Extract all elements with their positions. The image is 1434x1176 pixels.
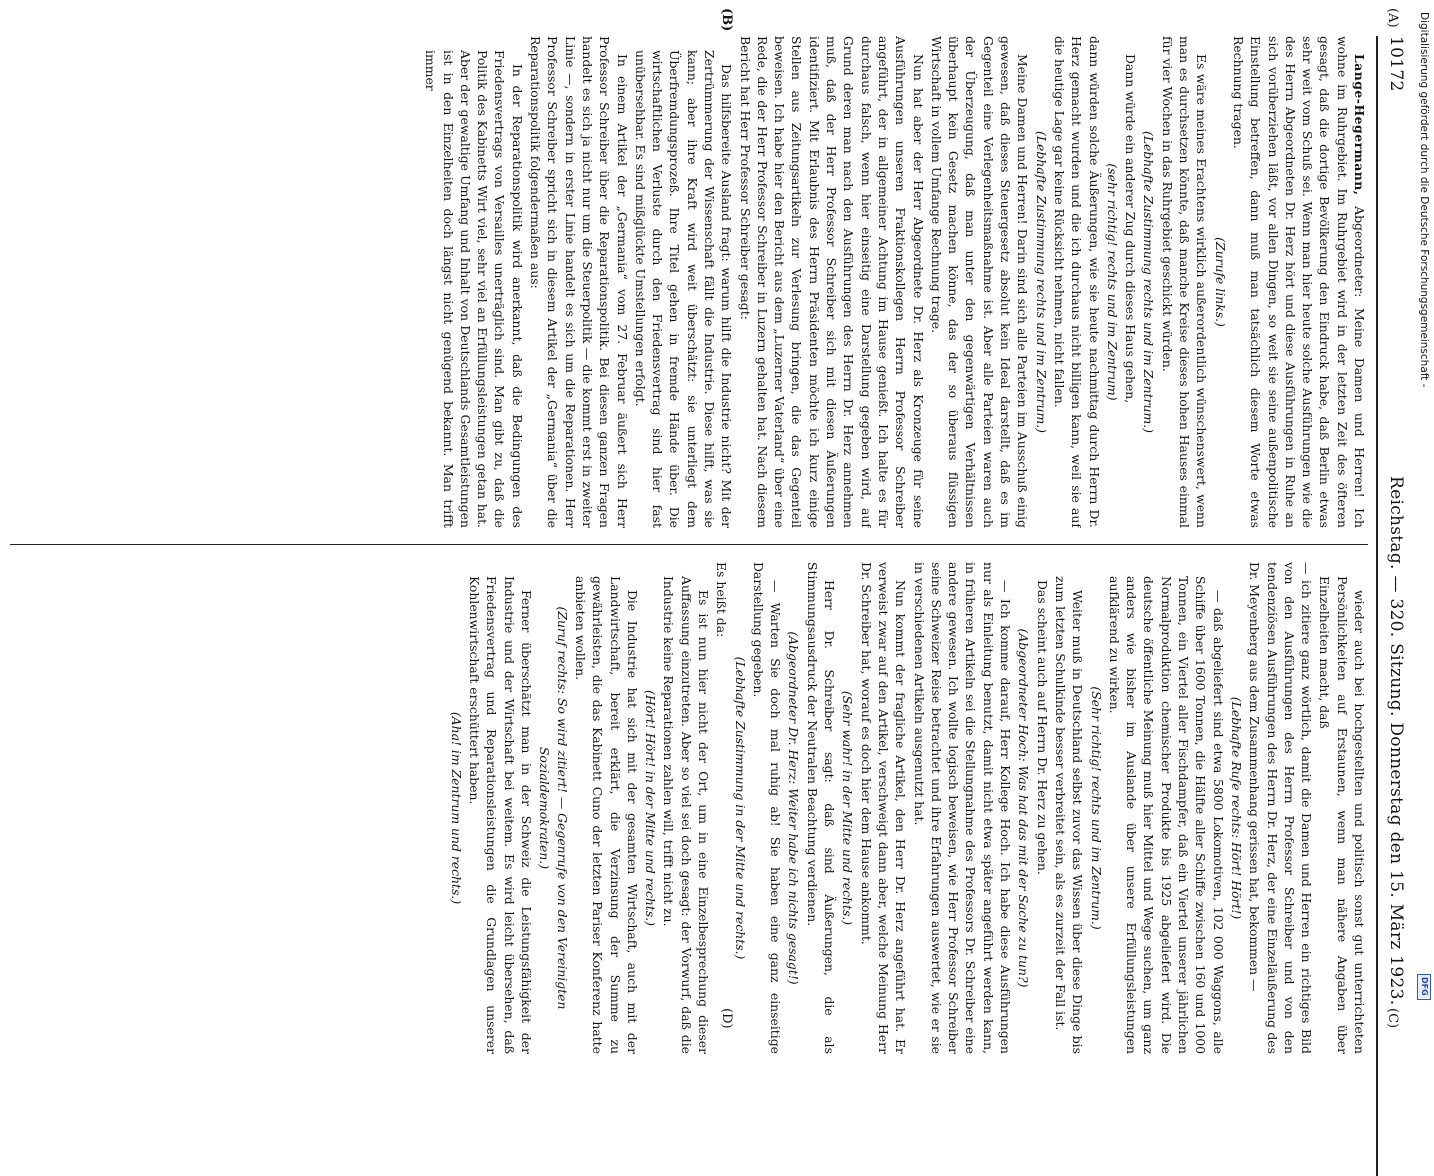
header-rule	[1376, 36, 1378, 1176]
paragraph: Das scheint auch auf Herrn Dr. Herz zu gehen.	[1034, 580, 1050, 875]
interjection: (Hört! Hört! in der Mitte und rechts.)	[643, 689, 659, 926]
quotation: Weiter muß in Deutschland selbst zuvor das Wissen über diese Dinge bis zum letzten Schulkinde besser verbreitet sein, als es zurzeit der Fall ist.	[1052, 576, 1086, 1054]
margin-marker-d: (D)	[719, 1008, 734, 1029]
paragraph: Nun hat aber der Herr Abgeordnete Dr. Herz als Kronzeuge für seine Ausführungen unseren Fraktionskollegen Herrn Professor Schreiber angeführt, der in allgemeiner Achtung im Hause genießt. Ich halte es für durchaus falsch, wenn hier einseitig eine Darstellung gegeben wird, auf Grund deren man nach den Ausführungen des Herrn Dr. Herz annehmen muß, daß der Herr Professor Schreiber sich mit diesen Äußerungen identifiziert. Mit Erlaubnis des Herrn Präsidenten möchte ich kurz einige Stellen aus Zeitungsartikeln zur Verlesung bringen, die das Gegenteil beweisen. Ich habe hier den Bericht aus dem „Luzerner Vaterland“ über eine Rede, die der Herr Professor Schreiber in Luzern gehalten hat. Nach diesem Bericht hat Herr Professor Schreiber gesagt:	[737, 36, 926, 528]
quotation: Es ist nun hier nicht der Ort, um in eine Einzelbesprechung dieser Auffassung einzutreten. Aber so viel sei doch gesagt: der Vorwurf, daß die Industrie keine Reparationen zahlen will, trifft nicht zu.	[661, 576, 712, 1054]
quotation: Das hilfsbereite Ausland fragt: warum hilft die Industrie nicht? Mit der Zertrümmerung der Wissenschaft fällt die Industrie. Diese hilft, was sie kann; aber ihre Kraft wird weit überschätzt: sie unterliegt dem Überfremdungsprozeß. Ihre Titel gehen in fremde Hände über. Die wirtschaftlichen Verluste durch den Friedensvertrag sind hier fast unübersehbar. Es sind mißglückte Umstellungen erfolgt.	[632, 50, 735, 528]
right-column	[6, 562, 1368, 1054]
margin-marker-b: (B)	[719, 8, 734, 32]
interjection: (Sehr wahr! in der Mitte und rechts.)	[840, 690, 856, 926]
paragraph: — Warten Sie doch mal ruhig ab! Sie haben eine ganz einseitige Darstellung gegeben.	[750, 562, 784, 1054]
speaker-name: Lange-Hegermann,	[1352, 54, 1367, 196]
quotation: — daß abgeliefert sind etwa 5800 Lokomotiven, 102 000 Waggons, alle Schiffe über 1600 Tonnen, die Hälfte aller Schiffe zwischen 160 und 1000 Tonnen, ein Viertel aller Fischdampfer, daß ein Viertel unserer jährlichen Normalproduktion chemischer Produkte bis 1925 abgeliefert wird. Die deutsche öffentliche Meinung muß hier Mittel und Wege suchen, um ganz anders wie bisher im Auslande über unsere Erfüllungsleistungen aufklärend zu wirken.	[1106, 576, 1226, 1054]
paragraph: Dann würde ein anderer Zug durch dieses Haus gehen,	[1123, 54, 1139, 404]
paragraph: Es heißt da:	[714, 562, 730, 638]
interjection: (Zuruf rechts: So wird zitiert! — Gegenrufe von den Vereinigten Sozialdemokraten.)	[537, 606, 570, 1010]
interjection: (Abgeordneter Hoch: Was hat das mit der Sache zu tun?)	[1016, 628, 1032, 988]
interjection: (Aha! im Zentrum und rechts.)	[448, 711, 464, 905]
paragraph: Herr Dr. Schreiber sagt: daß sind Äußerungen, die als Stimmungsausdruck der Neutralen Beachtung verdienen.	[804, 562, 838, 1054]
paragraph: In einem Artikel der „Germania“ vom 27. Februar äußert sich Herr Professor Schreiber über die Reparationspolitik. Bei diesen ganzen Fragen handelt es sich ja nicht nur um die Steuerpolitik — die kommt erst in zweiter Linie —, sondern in erster Linie handelt es sich um die Reparationen. Herr Professor Schreiber spricht sich in diesem Artikel der „Germania“ über die Reparationspolitik folgendermaßen aus:	[528, 36, 630, 528]
running-title: Reichstag. — 320. Sitzung. Donnerstag den 15. März 1923.	[1386, 476, 1406, 1006]
margin-marker-a: (A)	[1385, 8, 1400, 28]
paragraph: — ich zitiere ganz wörtlich, damit die Damen und Herren ein richtiges Bild von den Ausführungen des Herrn Professor Schreiber und von den tendenziösen Ausführungen des Herrn Dr. Herz, der eine Einzeläußerung des Dr. Meyenberg aus dem Zusammenhang gerissen hat, bekommen —	[1247, 562, 1315, 1054]
quotation: Ferner überschätzt man in der Schweiz die Leistungsfähigkeit der Industrie und der Wirtschaft bei weitem. Es wird leicht übersehen, daß Friedensvertrag und Reparationsleistungen die Grundlagen unserer Kohlenwirtschaft erschüttert haben.	[467, 576, 535, 1054]
interjection: (Lebhafte Zustimmung rechts und im Zentrum.)	[1141, 130, 1157, 433]
column-divider	[10, 544, 1368, 545]
paragraph: Meine Damen und Herren! Darin sind sich alle Parteien im Ausschuß einig gewesen, daß dieses Steuergesetz absolut kein Ideal darstellt, daß es im Gegenteil eine Verlegenheitsmaßnahme ist. Aber alle Parteien waren auch der Überzeugung, daß man unter den gegenwärtigen Verhältnissen überhaupt kein Gesetz machen könne, das der so überaus flüssigen Wirtschaft in vollem Umfange Rechnung trage.	[928, 36, 1031, 528]
interjection: (Lebhafte Zustimmung rechts und im Zentrum.)	[1033, 130, 1049, 433]
interjection: (sehr richtig! rechts und im Zentrum)	[1104, 163, 1120, 401]
interjection: (Zurufe links.)	[1212, 237, 1228, 327]
interjection: (Abgeordneter Dr. Herz: Weiter habe ich nichts gesagt!)	[786, 631, 802, 985]
paragraph: dann würden solche Äußerungen, wie sie heute nachmittag durch Herrn Dr. Herz gemacht wurden und die ich durchaus nicht billigen kann, weil sie auf die heutige Lage gar keine Rücksicht nehmen, nicht fallen.	[1051, 36, 1102, 528]
margin-marker-c: (C)	[1385, 1008, 1400, 1029]
interjection: (Sehr richtig! rechts und im Zentrum.)	[1088, 686, 1104, 930]
paragraph: — Ich komme darauf, Herr Kollege Hoch. Ich habe diese Ausführungen nur als Einleitung benutzt, damit nicht etwa später angeführt werden kann, in früheren Artikeln sei die Stellungnahme des Professors Dr. Schreiber eine andere gewesen. Ich wollte logisch beweisen, wie Herr Professor Schreiber seine Schweizer Reise betrachtet und ihre Erfahrungen auswertet, wie er sie in verschiedenen Artikeln ausgenutzt hat.	[911, 562, 1014, 1054]
dfg-logo: DFG	[1417, 974, 1431, 1000]
left-column	[6, 36, 1368, 528]
paragraph: Es wäre meines Erachtens wirklich außerordentlich wünschenswert, wenn man es durchsetzen könnte, daß manche Kreise dieses hohen Hauses einmal für vier Wochen in das Ruhrgebiet geschickt würden.	[1159, 36, 1210, 528]
page-number: 10172	[1386, 36, 1406, 92]
interjection: (Lebhafte Rufe rechts: Hört! Hört!)	[1228, 696, 1244, 920]
paragraph: Lange-Hegermann, Abgeordneter: Meine Damen und Herren! Ich wohne im Ruhrgebiet. Im Ruhrgebiet wird in der letzten Zeit des öfteren gesagt, daß die dortige Bevölkerung den Eindruck habe, daß Berlin etwas sehr weit vom Schuß sei. Wenn man hier heute solche Ausführungen wie die des Herrn Abgeordneten Dr. Herz hört und diese Ausführungen in Ruhe an sich vorüberziehen läßt, vor allen Dingen, so weit sie seine außenpolitische Einstellung betreffen, dann muß man tatsächlich diesem Worte etwas Rechnung tragen.	[1230, 36, 1367, 528]
quotation: In der Reparationspolitik wird anerkannt, daß die Bedingungen des Friedensvertrags von Versailles unerträglich sind. Man gibt zu, daß die Politik des Kabinetts Wirt viel, sehr viel an Erfüllungsleistungen getan hat. Aber der gewaltige Umfang und Inhalt von Deutschlands Gesamtleistungen ist in den Einzelheiten doch längst nicht genügend bekannt. Man trifft immer	[423, 50, 525, 528]
quotation: Die Industrie hat sich mit der gesamten Wirtschaft, auch mit der Landwirtschaft, bereit erklärt, die Verzinsung der Summe zu gewährleisten, die das Kabinett Cuno der letzten Pariser Konferenz hatte anbieten wollen.	[572, 576, 640, 1054]
paragraph: Nun kommt der fragliche Artikel, den Herr Dr. Herz angeführt hat. Er verweist zwar auf den Artikel, verschweigt dann aber, welche Meinung Herr Dr. Schreiber hat, worauf es doch hier dem Hause ankommt.	[858, 562, 909, 1054]
quotation: wieder auch bei hochgestellten und politisch sonst gut unterrichteten Persönlichkeiten auf Erstaunen, wenn man nähere Angaben über Einzelheiten macht, daß	[1317, 576, 1367, 1054]
interjection: (Lebhafte Zustimmung in der Mitte und rechts.)	[732, 656, 748, 960]
page-header	[1384, 36, 1406, 1076]
digitization-note	[1417, 8, 1431, 996]
digitization-text: Digitalisierung gefördert durch die Deutsche Forschungsgemeinschaft -	[1418, 12, 1430, 388]
